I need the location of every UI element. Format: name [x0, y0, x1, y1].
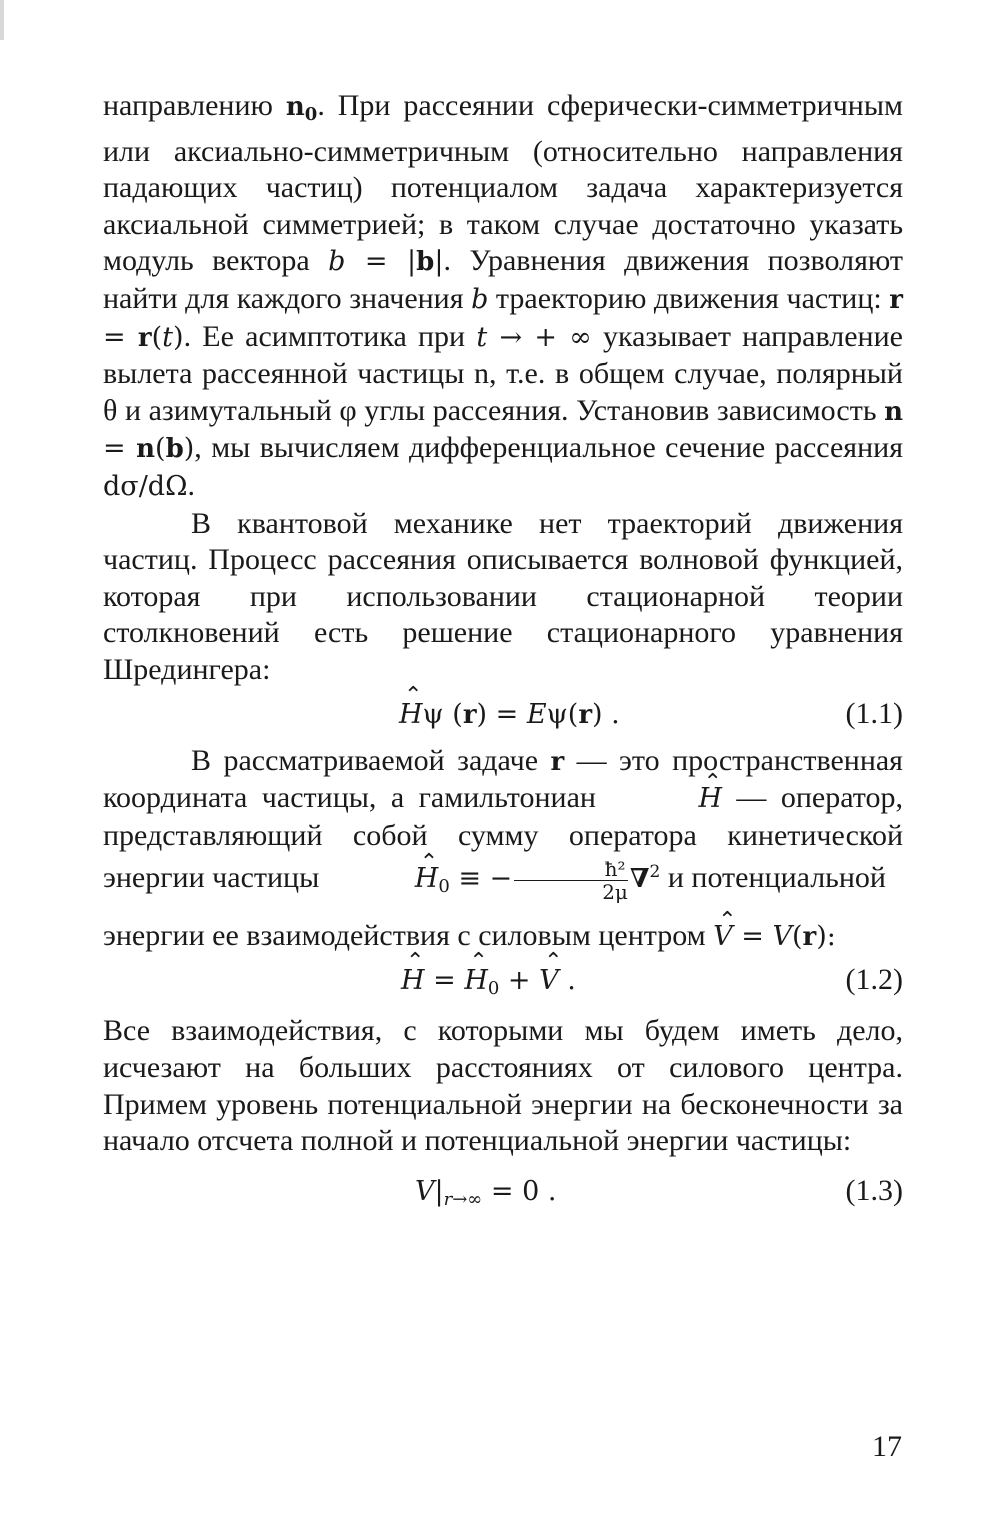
paragraph-1: направлению $n_0$. При рассеянии сферически-симметричным или аксиально-симметричным (относительно направления падающих частиц) потенциалом задача характеризуется аксиальной симметрией; в таком случае достаточно указать модуль вектора b = |b|. Уравнения движения позволяют найти для каждого значения b траекторию движения частиц: r = r(t). Ее асимптотика при t → + ∞ указывает направление вылета рассеянной частицы n, т.е. в общем случае, полярный θ и азимутальный φ углы рассеяния. Установив зависимость n = n(b), мы вычисляем дифференциальное сечение рассеяния dσ/dΩ.	[103, 89, 904, 502]
vector-n0: $n_0$	[285, 92, 318, 125]
equation-1-3: $V|_{r\to\infty} = 0$ . (1.3)	[415, 1173, 903, 1210]
page-number: 17	[872, 1430, 902, 1463]
paragraph-4: Все взаимодействия, с которыми мы будем иметь дело, исчезают на больших расстояниях от силового центра. Примем уровень потенциальной энергии на бесконечности за начало отсчета полной и потенциальной энергии частицы:	[103, 1014, 903, 1158]
paragraph-3: В рассматриваемой задаче r — это пространственная координата частицы, а гамильтониан ⌃ H — оператор, представляющий собой сумму оператора кинетической энергии частицы ⌃ $H_0$ ≡ − $\frac{\text{ħ²}}{2\mu}$ ∇$^2$ и потенциальной	[103, 743, 903, 906]
fraction-hbar-over-2mu: $\frac{\text{ħ²}}{2\mu}$	[514, 858, 628, 903]
paragraph-2: В квантовой механике нет траекторий движения частиц. Процесс рассеяния описывается волновой функцией, которая при использовании стационарной теории столкновений есть решение стационарного уравнения Шредингера:	[103, 506, 903, 686]
equation-number: (1.3)	[845, 1173, 903, 1207]
equation-number: (1.1)	[845, 696, 903, 730]
equation-1-1: ⌃ Hψ (r) = Eψ(r) . (1.1)	[103, 689, 903, 737]
paragraph-3-cont: энергии ее взаимодействия с силовым центром ⌃ V = V(r):	[103, 918, 903, 956]
equation-1-2: ⌃ H = ⌃ $H_0$ + ⌃ V . (1.2)	[103, 955, 903, 1003]
equation-number: (1.2)	[845, 963, 903, 997]
page-edge-shadow	[0, 0, 4, 40]
page-content	[103, 88, 903, 1214]
